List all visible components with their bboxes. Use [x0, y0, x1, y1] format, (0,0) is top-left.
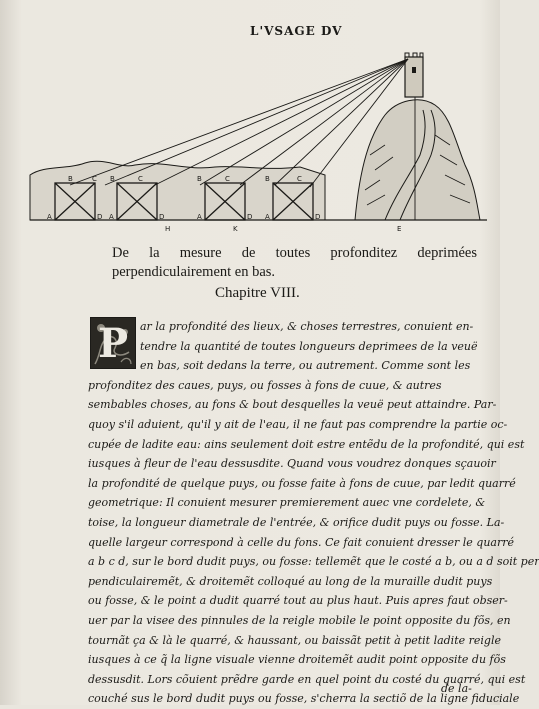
drop-cap-initial: P	[90, 317, 136, 369]
chapter-number: Chapitre VIII.	[215, 285, 300, 301]
text-line: quoy s'il aduient, qu'il y ait de l'eau, il ne faut pas comprendre la partie oc-	[88, 417, 508, 431]
label-d3: D	[247, 213, 253, 221]
label-c2: C	[138, 175, 143, 183]
body-text	[88, 317, 539, 709]
text-line: couché sus le bord dudit puys ou fosse, s'cherra la sectiõ de la ligne fiduciale	[88, 692, 520, 706]
label-a4: A	[265, 213, 270, 221]
text-line: la profondité de quelque puys, ou fosse faite à fons de cuue, par ledit quarré	[88, 476, 516, 490]
text-line: quelle largeur correspond à celle du fons. Ce fait conuient dresser le quarré	[88, 535, 515, 549]
text-line: dessusdit. Lors cõuient prẽdre garde en quel point du costé du quarré, qui est	[88, 672, 526, 686]
label-b3: B	[197, 175, 202, 183]
running-head: L'VSAGE DV	[250, 24, 343, 38]
label-k: K	[233, 225, 238, 233]
text-line: a b c d, sur le bord dudit puys, ou fosse: tellemẽt que le costé a b, ou a d soit per	[88, 555, 539, 569]
woodcut-illustration	[25, 45, 490, 240]
label-a3: A	[197, 213, 202, 221]
label-b1: B	[68, 175, 73, 183]
label-h: H	[165, 225, 171, 233]
text-line: uer par la visee des pinnules de la reigle mobile le point opposite du fõs, en	[88, 613, 511, 627]
label-a1: A	[47, 213, 52, 221]
label-c4: C	[297, 175, 302, 183]
text-line: tendre la quantité de toutes longueurs deprimees de la veuë	[140, 339, 478, 353]
text-line: profonditez des caues, puys, ou fosses à fons de cuue, & autres	[88, 378, 442, 392]
label-b4: B	[265, 175, 270, 183]
text-line: cupée de ladite eau: ains seulement doit estre entẽdu de la profondité, qui est	[88, 437, 525, 451]
text-line: iusques à fleur de l'eau dessusdite. Quand vous voudrez donques sçauoir	[88, 457, 496, 471]
label-b2: B	[110, 175, 115, 183]
label-d2: D	[159, 213, 165, 221]
text-line: iusques à ce q̃ la ligne visuale vienne droitemẽt audit point opposite du fõs	[88, 653, 506, 667]
label-d1: D	[97, 213, 103, 221]
label-e: E	[397, 225, 402, 233]
label-c3: C	[225, 175, 230, 183]
text-line: geometrique: Il conuient mesurer premierement auec vne cordelete, &	[88, 496, 486, 510]
chapter-title: De la mesure de toutes profonditez deprimées perpendiculairement en bas.	[112, 245, 477, 280]
label-a2: A	[109, 213, 114, 221]
text-line: pendiculairemẽt, & droitemẽt colloqué au long de la muraille dudit puys	[88, 574, 493, 588]
text-line: sembables choses, au fons & bout desquelles la veuë peut attaindre. Par-	[88, 398, 497, 412]
text-line: tournãt ça & là le quarré, & haussant, ou baissãt petit à petit ladite reigle	[88, 633, 501, 647]
text-line: en bas, soit dedans la terre, ou autrement. Comme sont les	[140, 359, 471, 373]
text-line: toise, la longueur diametrale de l'entrée, & orifice dudit puys ou fosse. La-	[88, 515, 505, 529]
text-line: ar la profondité des lieux, & choses terrestres, conuient en-	[140, 320, 474, 333]
label-c1: C	[92, 175, 97, 183]
text-line: ou fosse, & le point a dudit quarré tout au plus haut. Puis apres faut obser-	[88, 594, 508, 608]
catchword: de la-	[441, 682, 472, 695]
label-d4: D	[315, 213, 321, 221]
tower	[405, 57, 423, 97]
